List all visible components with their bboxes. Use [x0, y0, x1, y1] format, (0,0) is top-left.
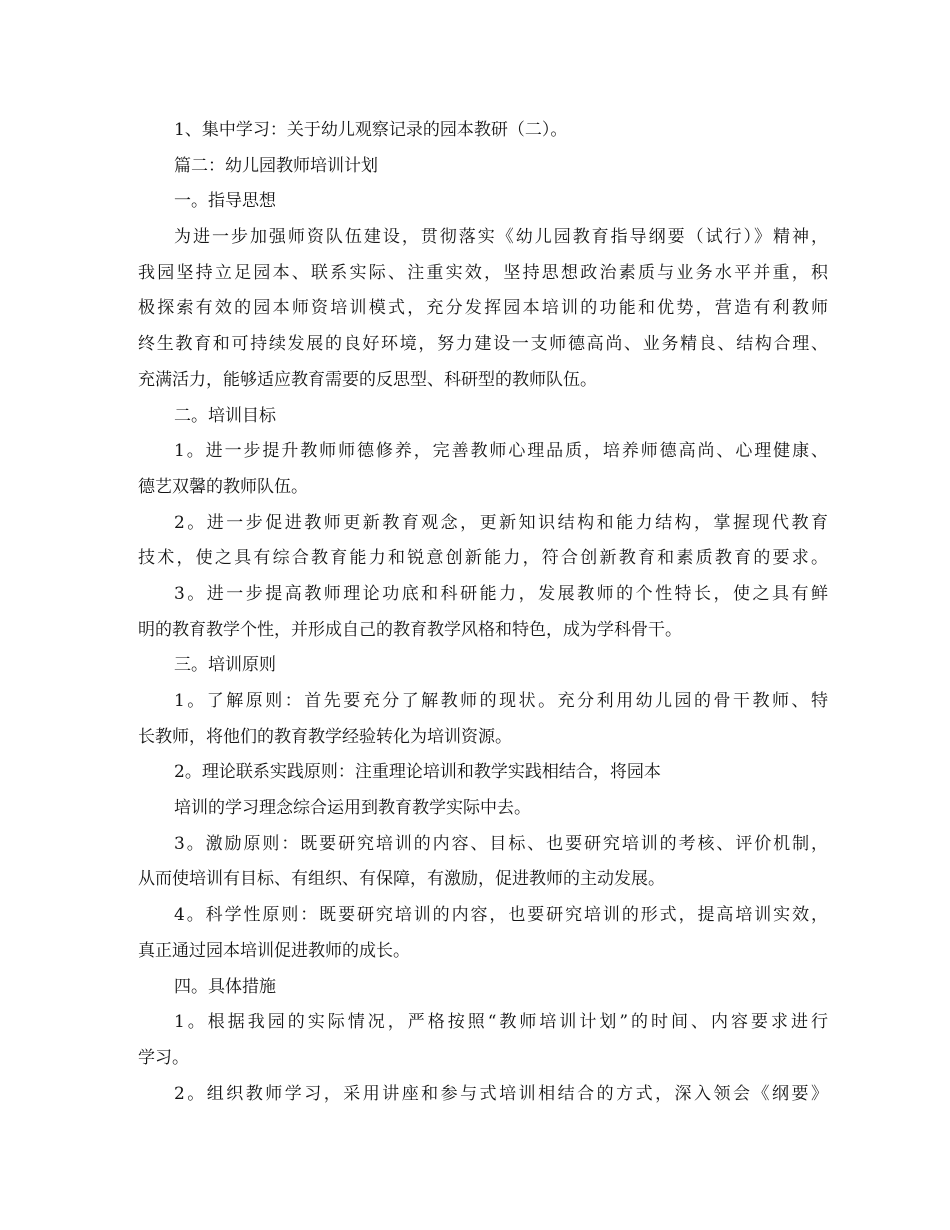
heading-training-principles: 三。培训原则: [174, 655, 276, 676]
heading-guiding-ideology: 一。指导思想: [174, 191, 276, 212]
paragraph-line: 终生教育和可持续发展的良好环境，努力建设一支师德高尚、业务精良、结构合理、: [138, 334, 828, 355]
heading-specific-measures: 四。具体措施: [174, 976, 276, 997]
paragraph-line: 明的教育教学个性，并形成自己的教育教学风格和特色，成为学科骨干。: [138, 619, 682, 640]
paragraph-line: 1。了解原则：首先要充分了解教师的现状。充分利用幼儿园的骨干教师、特: [174, 691, 828, 711]
paragraph-line: 德艺双馨的教师队伍。: [138, 476, 308, 497]
heading-training-goals: 二。培训目标: [174, 405, 276, 426]
paragraph-line: 从而使培训有目标、有组织、有保障，有激励，促进教师的主动发展。: [138, 869, 665, 890]
paragraph-line: 培训的学习理念综合运用到教育教学实际中去。: [174, 798, 531, 819]
paragraph-line: 3。进一步提高教师理论功底和科研能力，发展教师的个性特长，使之具有鲜: [174, 583, 828, 604]
paragraph-line: 我园坚持立足园本、联系实际、注重实效，坚持思想政治素质与业务水平并重，积: [138, 262, 828, 283]
paragraph-line: 为进一步加强师资队伍建设，贯彻落实《幼儿园教育指导纲要（试行）》精神，: [174, 227, 828, 248]
paragraph-line: 2。组织教师学习，采用讲座和参与式培训相结合的方式，深入领会《纲要》: [174, 1083, 828, 1104]
paragraph-line: 充满活力，能够适应教育需要的反思型、科研型的教师队伍。: [138, 369, 597, 390]
document-body: [138, 113, 828, 1112]
paragraph-line: 技术，使之具有综合教育能力和锐意创新能力，符合创新教育和素质教育的要求。: [138, 548, 828, 569]
section-title-part-two: 篇二：幼儿园教师培训计划: [174, 155, 378, 176]
item-collective-study: 1、集中学习：关于幼儿观察记录的园本教研（二）。: [174, 120, 568, 140]
paragraph-line: 1。根据我园的实际情况，严格按照“教师培训计划”的时间、内容要求进行: [174, 1012, 828, 1033]
paragraph-line: 真正通过园本培训促进教师的成长。: [138, 940, 410, 961]
paragraph-line: 2。进一步促进教师更新教育观念，更新知识结构和能力结构，掌握现代教育: [174, 512, 828, 533]
paragraph-line: 4。科学性原则：既要研究培训的内容，也要研究培训的形式，提高培训实效，: [174, 905, 828, 926]
paragraph-line: 极探索有效的园本师资培训模式，充分发挥园本培训的功能和优势，营造有利教师: [138, 298, 828, 319]
paragraph-line: 2。理论联系实践原则：注重理论培训和教学实践相结合，将园本: [174, 762, 661, 783]
paragraph-line: 3。激励原则：既要研究培训的内容、目标、也要研究培训的考核、评价机制，: [174, 833, 828, 854]
paragraph-line: 长教师，将他们的教育教学经验转化为培训资源。: [138, 726, 512, 747]
paragraph-line: 学习。: [138, 1047, 189, 1068]
paragraph-line: 1。进一步提升教师师德修养，完善教师心理品质，培养师德高尚、心理健康、: [174, 441, 828, 462]
